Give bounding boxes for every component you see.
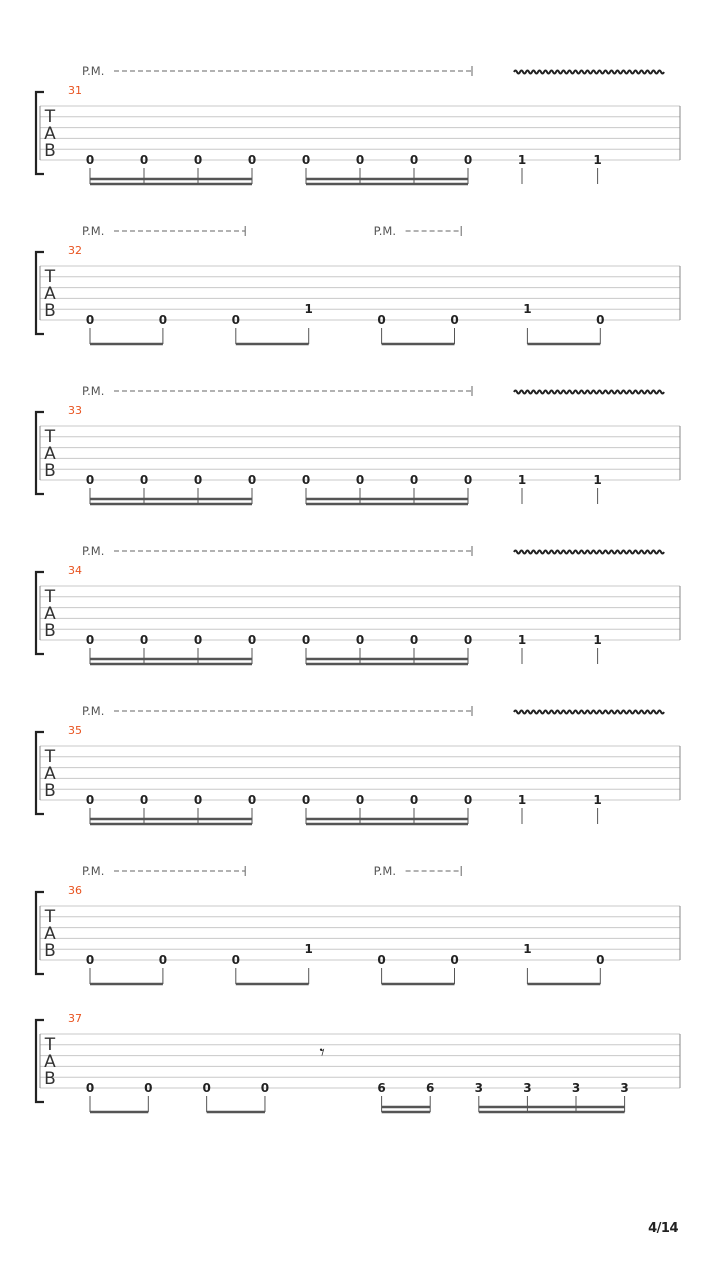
measure-34 [36, 544, 680, 664]
fret-number: 0 [193, 153, 203, 167]
fret-number: 0 [144, 1081, 153, 1095]
palm-mute-label: P.M. [82, 384, 105, 398]
fret-number: 0 [158, 313, 168, 327]
fret-number: 0 [193, 633, 203, 647]
fret-number: 0 [231, 953, 240, 967]
palm-mute-label: P.M. [373, 864, 396, 878]
fret-number: 0 [377, 953, 386, 967]
fret-number: 0 [377, 313, 386, 327]
fret-number: 3 [523, 1081, 532, 1095]
fret-number: 1 [517, 473, 527, 487]
vibrato-mark [514, 71, 664, 74]
palm-mute-label: P.M. [82, 64, 105, 78]
fret-number: 0 [247, 153, 257, 167]
fret-number: 1 [593, 153, 602, 167]
fret-number: 0 [85, 153, 95, 167]
measure-number: 33 [68, 404, 82, 417]
fret-number: 0 [202, 1081, 211, 1095]
palm-mute-label: P.M. [82, 544, 105, 558]
measure-37 [36, 1012, 680, 1112]
tab-clef-letter: B [44, 141, 56, 161]
fret-number: 0 [85, 953, 95, 967]
fret-number: 0 [463, 633, 473, 647]
vibrato-mark [514, 391, 664, 394]
fret-number: 0 [450, 313, 459, 327]
fret-number: 0 [139, 153, 149, 167]
tab-clef-letter: A [44, 604, 56, 624]
measure-32 [36, 224, 680, 344]
tab-clef-letter: A [44, 924, 56, 944]
fret-number: 0 [85, 473, 95, 487]
palm-mute-label: P.M. [82, 704, 105, 718]
measure-number: 36 [68, 884, 82, 897]
fret-number: 0 [409, 153, 419, 167]
tab-clef-letter: B [44, 301, 56, 321]
fret-number: 0 [409, 633, 419, 647]
fret-number: 0 [260, 1081, 270, 1095]
fret-number: 0 [355, 473, 365, 487]
measure-36 [36, 864, 680, 984]
page-number: 4/14 [648, 1221, 678, 1236]
palm-mute-label: P.M. [373, 224, 396, 238]
fret-number: 6 [426, 1081, 435, 1095]
fret-number: 0 [85, 313, 95, 327]
measure-number: 32 [68, 244, 82, 257]
fret-number: 0 [193, 793, 203, 807]
measure-number: 31 [68, 84, 82, 97]
measure-number: 35 [68, 724, 82, 737]
fret-number: 1 [517, 793, 527, 807]
tab-clef-letter: A [44, 284, 56, 304]
tab-clef-letter: T [44, 1035, 56, 1055]
measure-35 [36, 704, 680, 824]
fret-number: 0 [301, 153, 311, 167]
tab-clef-letter: B [44, 621, 56, 641]
tab-clef-letter: B [44, 781, 56, 801]
fret-number: 0 [463, 473, 473, 487]
tab-clef-letter: A [44, 444, 56, 464]
fret-number: 0 [409, 473, 419, 487]
tab-clef-letter: T [44, 267, 56, 287]
fret-number: 0 [85, 1081, 95, 1095]
fret-number: 0 [596, 313, 605, 327]
vibrato-mark [514, 551, 664, 554]
measure-number: 37 [68, 1012, 82, 1025]
fret-number: 0 [355, 793, 365, 807]
fret-number: 0 [247, 633, 257, 647]
fret-number: 0 [139, 793, 149, 807]
fret-number: 0 [301, 473, 311, 487]
fret-number: 1 [593, 793, 602, 807]
eighth-rest-symbol: 𝄾 [319, 1040, 325, 1064]
tab-clef-letter: B [44, 1069, 56, 1089]
fret-number: 0 [247, 793, 257, 807]
measure-33 [36, 384, 680, 504]
tab-clef-letter: B [44, 461, 56, 481]
fret-number: 0 [139, 473, 149, 487]
fret-number: 0 [85, 633, 95, 647]
fret-number: 0 [158, 953, 168, 967]
fret-number: 0 [231, 313, 240, 327]
tab-clef-letter: A [44, 764, 56, 784]
tab-clef-letter: T [44, 747, 56, 767]
fret-number: 0 [139, 633, 149, 647]
vibrato-mark [514, 711, 664, 714]
tab-clef-letter: A [44, 124, 56, 144]
fret-number: 3 [571, 1081, 581, 1095]
fret-number: 1 [517, 633, 527, 647]
fret-number: 0 [409, 793, 419, 807]
fret-number: 0 [463, 793, 473, 807]
fret-number: 3 [474, 1081, 483, 1095]
fret-number: 0 [247, 473, 257, 487]
fret-number: 0 [463, 153, 473, 167]
tab-clef-letter: A [44, 1052, 56, 1072]
palm-mute-label: P.M. [82, 224, 105, 238]
tab-clef-letter: T [44, 587, 56, 607]
fret-number: 1 [593, 633, 602, 647]
fret-number: 6 [377, 1081, 386, 1095]
fret-number: 0 [355, 633, 365, 647]
fret-number: 1 [517, 153, 527, 167]
fret-number: 0 [450, 953, 459, 967]
fret-number: 0 [355, 153, 365, 167]
fret-number: 1 [304, 942, 313, 956]
fret-number: 0 [301, 633, 311, 647]
measure-31 [36, 64, 680, 184]
fret-number: 1 [523, 942, 532, 956]
tab-clef-letter: T [44, 907, 56, 927]
tab-clef-letter: T [44, 427, 56, 447]
tab-clef-letter: T [44, 107, 56, 127]
tab-clef-letter: B [44, 941, 56, 961]
fret-number: 1 [593, 473, 602, 487]
fret-number: 1 [304, 302, 313, 316]
fret-number: 0 [596, 953, 605, 967]
fret-number: 3 [620, 1081, 629, 1095]
palm-mute-label: P.M. [82, 864, 105, 878]
measure-number: 34 [68, 564, 82, 577]
fret-number: 0 [193, 473, 203, 487]
fret-number: 0 [301, 793, 311, 807]
fret-number: 1 [523, 302, 532, 316]
fret-number: 0 [85, 793, 95, 807]
